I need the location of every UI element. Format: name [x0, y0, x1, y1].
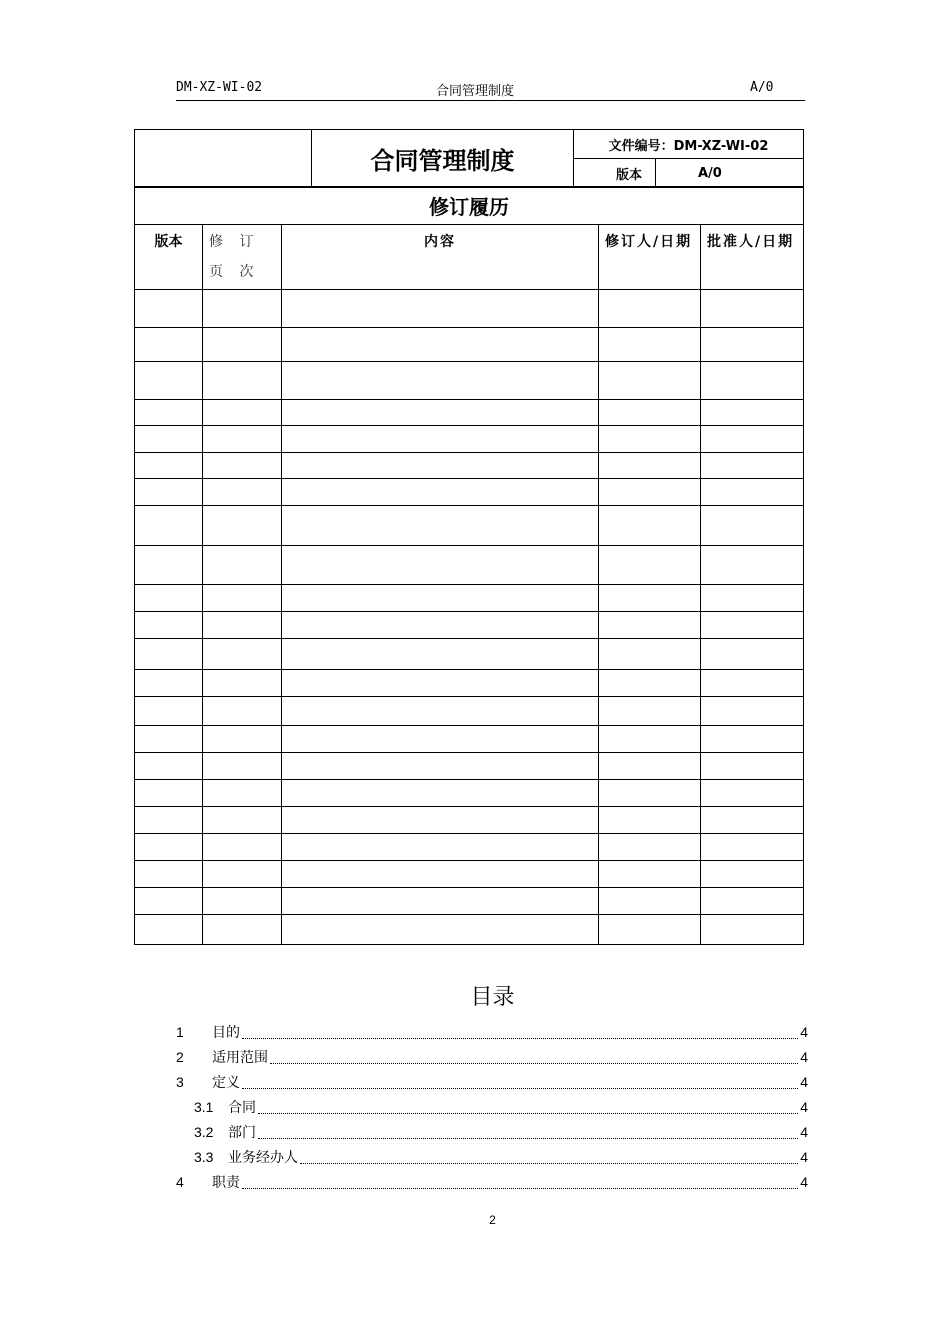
- table-cell: [701, 834, 804, 861]
- table-cell: [203, 861, 282, 888]
- table-cell: [701, 362, 804, 400]
- table-cell: [282, 861, 599, 888]
- table-cell: [701, 697, 804, 726]
- table-cell: [282, 612, 599, 639]
- toc-item-number: 4: [176, 1174, 184, 1190]
- toc-item-page: 4: [800, 1149, 808, 1165]
- table-cell: [599, 506, 701, 546]
- table-row: [135, 639, 804, 670]
- file-number-text: 文件编号：DM-XZ-WI-02: [608, 138, 769, 154]
- toc-leader: [258, 1126, 798, 1139]
- table-row: [135, 780, 804, 807]
- col-version: 版本: [135, 225, 203, 290]
- table-cell: [203, 834, 282, 861]
- table-row: [135, 915, 804, 945]
- table-cell: [282, 780, 599, 807]
- table-row: [135, 400, 804, 426]
- table-cell: [701, 585, 804, 612]
- table-cell: [701, 780, 804, 807]
- toc-item[interactable]: [176, 1047, 808, 1067]
- table-row: [135, 362, 804, 400]
- table-cell: [135, 426, 203, 453]
- table-row: [135, 546, 804, 585]
- table-cell: [701, 639, 804, 670]
- table-cell: [282, 639, 599, 670]
- table-cell: [701, 400, 804, 426]
- table-cell: [282, 807, 599, 834]
- table-row: [135, 753, 804, 780]
- table-row: [135, 670, 804, 697]
- table-cell: [135, 726, 203, 753]
- toc-item[interactable]: [194, 1147, 808, 1167]
- toc-item-number: 1: [176, 1024, 184, 1040]
- table-cell: [599, 834, 701, 861]
- table-cell: [701, 453, 804, 479]
- toc-leader: [270, 1051, 798, 1064]
- table-cell: [599, 861, 701, 888]
- table-cell: [599, 639, 701, 670]
- table-cell: [135, 753, 203, 780]
- toc-item-page: 4: [800, 1174, 808, 1190]
- table-row: [135, 328, 804, 362]
- table-row: [135, 612, 804, 639]
- toc-item[interactable]: [176, 1172, 808, 1192]
- table-cell: [203, 753, 282, 780]
- toc-item-number: 3.3: [194, 1149, 214, 1165]
- table-cell: [135, 639, 203, 670]
- table-cell: [599, 726, 701, 753]
- toc-item-page: 4: [800, 1124, 808, 1140]
- table-cell: [282, 546, 599, 585]
- table-cell: [599, 585, 701, 612]
- table-cell: [599, 670, 701, 697]
- table-cell: [599, 546, 701, 585]
- table-cell: [282, 670, 599, 697]
- document-title: 合同管理制度: [312, 130, 574, 188]
- table-cell: [599, 780, 701, 807]
- toc-title: 目录: [470, 985, 515, 1010]
- table-cell: [282, 726, 599, 753]
- table-cell: [282, 426, 599, 453]
- table-cell: [599, 426, 701, 453]
- table-cell: [135, 612, 203, 639]
- table-cell: [203, 506, 282, 546]
- table-cell: [701, 328, 804, 362]
- toc-item-text: 职责: [212, 1175, 240, 1191]
- table-cell: [203, 453, 282, 479]
- table-cell: [135, 479, 203, 506]
- toc-item[interactable]: [194, 1097, 808, 1117]
- table-cell: [135, 585, 203, 612]
- table-cell: [701, 670, 804, 697]
- col-reviser-date: 修订人/日期: [599, 225, 701, 290]
- table-cell: [282, 290, 599, 328]
- table-row: [135, 861, 804, 888]
- table-cell: [135, 400, 203, 426]
- table-cell: [701, 807, 804, 834]
- table-cell: [203, 726, 282, 753]
- table-cell: [282, 585, 599, 612]
- toc-item-page: 4: [800, 1049, 808, 1065]
- table-cell: [203, 697, 282, 726]
- table-cell: [135, 546, 203, 585]
- toc-item-page: 4: [800, 1099, 808, 1115]
- table-cell: [701, 290, 804, 328]
- col-revised-pages: 修 订 页 次: [203, 225, 282, 290]
- table-cell: [282, 888, 599, 915]
- table-cell: [135, 697, 203, 726]
- table-cell: [282, 400, 599, 426]
- table-cell: [135, 834, 203, 861]
- toc-leader: [242, 1176, 798, 1189]
- table-cell: [701, 546, 804, 585]
- toc-leader: [258, 1101, 798, 1114]
- table-cell: [599, 612, 701, 639]
- version-value: A/0: [656, 159, 804, 188]
- table-cell: [599, 753, 701, 780]
- toc-item-text: 定义: [212, 1075, 240, 1091]
- table-cell: [701, 888, 804, 915]
- table-row: [135, 453, 804, 479]
- revision-rows: [135, 290, 804, 945]
- table-cell: [203, 479, 282, 506]
- logo-cell: [135, 130, 312, 188]
- revision-history-table: [134, 186, 804, 945]
- table-cell: [282, 697, 599, 726]
- table-row: [135, 585, 804, 612]
- table-cell: [203, 585, 282, 612]
- table-cell: [203, 362, 282, 400]
- table-row: [135, 479, 804, 506]
- table-cell: [203, 915, 282, 945]
- col-content: 内容: [282, 225, 599, 290]
- table-cell: [203, 670, 282, 697]
- table-cell: [599, 453, 701, 479]
- toc-item-text: 业务经办人: [228, 1150, 298, 1166]
- table-cell: [135, 453, 203, 479]
- table-cell: [599, 362, 701, 400]
- table-cell: [701, 861, 804, 888]
- table-cell: [135, 780, 203, 807]
- table-cell: [282, 753, 599, 780]
- table-cell: [282, 453, 599, 479]
- table-cell: [203, 546, 282, 585]
- table-cell: [599, 697, 701, 726]
- table-cell: [701, 506, 804, 546]
- table-cell: [599, 290, 701, 328]
- table-row: [135, 807, 804, 834]
- table-cell: [282, 834, 599, 861]
- table-row: [135, 506, 804, 546]
- toc-item-number: 3.1: [194, 1099, 214, 1115]
- toc-item[interactable]: [194, 1122, 808, 1142]
- table-cell: [701, 915, 804, 945]
- table-cell: [701, 753, 804, 780]
- table-cell: [282, 328, 599, 362]
- table-cell: [135, 807, 203, 834]
- toc-item-number: 3.2: [194, 1124, 214, 1140]
- table-cell: [203, 780, 282, 807]
- title-block-table: [134, 129, 804, 188]
- table-cell: [203, 639, 282, 670]
- table-row: [135, 726, 804, 753]
- table-cell: [599, 479, 701, 506]
- toc-leader: [300, 1151, 798, 1164]
- table-cell: [599, 915, 701, 945]
- toc-item-text: 目的: [212, 1025, 240, 1041]
- toc-item-text: 部门: [228, 1125, 256, 1141]
- table-cell: [701, 612, 804, 639]
- table-cell: [599, 807, 701, 834]
- table-cell: [135, 670, 203, 697]
- table-cell: [203, 290, 282, 328]
- toc-item-page: 4: [800, 1024, 808, 1040]
- toc-leader: [242, 1026, 798, 1039]
- file-number: [574, 130, 804, 159]
- toc-item[interactable]: [176, 1022, 808, 1042]
- table-cell: [203, 888, 282, 915]
- page-number: 2: [489, 1213, 496, 1227]
- table-cell: [135, 290, 203, 328]
- table-cell: [203, 807, 282, 834]
- toc-leader: [242, 1076, 798, 1089]
- table-cell: [135, 915, 203, 945]
- table-cell: [203, 400, 282, 426]
- table-cell: [599, 328, 701, 362]
- table-row: [135, 697, 804, 726]
- toc-item-page: 4: [800, 1074, 808, 1090]
- revision-caption: 修订履历: [135, 187, 804, 225]
- toc-item-text: 合同: [228, 1100, 256, 1116]
- table-cell: [203, 612, 282, 639]
- table-cell: [135, 328, 203, 362]
- table-cell: [135, 861, 203, 888]
- toc-item[interactable]: [176, 1072, 808, 1092]
- col-approver-date: 批准人/日期: [701, 225, 804, 290]
- version-label: 版本: [574, 159, 656, 188]
- table-cell: [701, 479, 804, 506]
- table-cell: [282, 479, 599, 506]
- header-doc-code: DM-XZ-WI-02: [176, 80, 263, 95]
- table-row: [135, 888, 804, 915]
- toc-item-text: 适用范围: [212, 1050, 268, 1066]
- table-cell: [135, 362, 203, 400]
- toc-item-number: 3: [176, 1074, 184, 1090]
- table-row: [135, 426, 804, 453]
- table-cell: [282, 915, 599, 945]
- table-cell: [203, 426, 282, 453]
- toc-item-number: 2: [176, 1049, 184, 1065]
- header-rule: [176, 100, 805, 101]
- table-cell: [135, 506, 203, 546]
- table-cell: [203, 328, 282, 362]
- header-revision: A/0: [750, 80, 774, 95]
- table-cell: [599, 400, 701, 426]
- table-cell: [701, 726, 804, 753]
- table-cell: [599, 888, 701, 915]
- table-row: [135, 290, 804, 328]
- table-cell: [282, 506, 599, 546]
- table-cell: [135, 888, 203, 915]
- table-cell: [282, 362, 599, 400]
- header-title: 合同管理制度: [436, 84, 515, 99]
- table-cell: [701, 426, 804, 453]
- table-row: [135, 834, 804, 861]
